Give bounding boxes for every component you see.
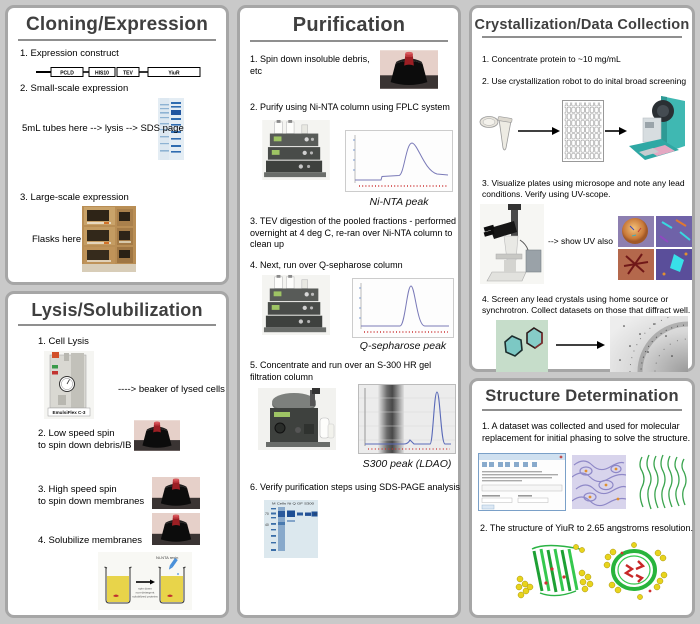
step-screen-crystals: 4. Screen any lead crystals using home source or synchrotron. Collect datasets on those that diffract well. xyxy=(482,294,691,316)
sds-page-gel-image xyxy=(264,500,318,558)
step-visualize: 3. Visualize plates using microsope and note any lead conditions. Verify using UV-scope. xyxy=(482,178,685,200)
rotor-image-purification xyxy=(380,50,438,89)
high-speed-line1: 3. High speed spin xyxy=(38,484,117,495)
gel-lane-labels: M Cells Ni Q GF S300 xyxy=(272,501,315,506)
large-scale-note: Flasks here xyxy=(32,234,82,245)
step-large-scale: 3. Large-scale expression xyxy=(20,192,129,203)
panel-lysis-solubilization xyxy=(5,291,229,618)
title-underline xyxy=(482,409,682,411)
gel-marker-70: 70 xyxy=(265,512,269,516)
fplc-system-image-1 xyxy=(262,120,330,180)
step-spin-debris: 1. Spin down insoluble debris, etc xyxy=(250,54,370,76)
arrow-tube-to-plate xyxy=(518,126,560,136)
ni-nta-chromatogram xyxy=(345,130,453,192)
low-speed-line2: to spin down debris/IB xyxy=(38,439,132,451)
electron-density-image xyxy=(572,455,626,509)
expression-construct-diagram xyxy=(36,64,204,80)
screening-plate-image xyxy=(562,100,604,162)
gel-marker-40: 40 xyxy=(265,523,269,527)
machine-label: EmulsiFlex C-3 xyxy=(52,410,86,415)
low-speed-line1: 2. Low speed spin xyxy=(38,428,115,439)
arrow-crystal-to-diffraction xyxy=(556,340,606,350)
construct-label-yiur: YiuR xyxy=(168,70,180,77)
s300-chromatogram xyxy=(358,384,456,454)
yiur-structure-top-view xyxy=(600,539,668,603)
title-underline xyxy=(250,40,448,42)
s300-caption: S300 peak (LDAO) xyxy=(362,458,452,470)
fplc-system-image-2 xyxy=(262,274,330,336)
panel-crystallization xyxy=(469,5,695,372)
title-underline xyxy=(482,36,682,38)
small-scale-note: 5mL tubes here --> lysis --> SDS page xyxy=(22,123,184,134)
phasing-software-screenshot xyxy=(478,453,566,511)
crystal-drop-images xyxy=(618,216,692,280)
q-sepharose-caption: Q-sepharose peak xyxy=(359,340,447,352)
rotor-image-high-speed xyxy=(152,477,200,509)
fraction-collector-image xyxy=(258,388,336,450)
yiur-structure-side-view xyxy=(510,539,598,603)
emulsiflex-machine-image xyxy=(44,351,94,419)
step-sds-page: 6. Verify purification steps using SDS-PAGE analysis xyxy=(250,482,460,492)
high-speed-line2: to spin down membranes xyxy=(38,495,145,507)
step-solubilize: 4. Solubilize membranes xyxy=(38,535,143,546)
microscope-image xyxy=(480,204,544,284)
diffraction-pattern-image xyxy=(610,316,688,372)
panel-title: Crystallization/Data Collection xyxy=(474,17,690,33)
construct-label-his10: HIS10 xyxy=(95,70,109,77)
step-molecular-replacement: 1. A dataset was collected and used for molecular replacement for initial phasing to solve the structure. xyxy=(482,421,691,443)
beaker-caption-line3: solubilized proteins xyxy=(132,594,158,599)
rotor-image-solubilize xyxy=(152,513,200,545)
panel-title: Lysis/Solubilization xyxy=(31,300,203,320)
ni-nta-caption: Ni-NTA peak xyxy=(369,196,429,208)
panel-structure-determination xyxy=(469,378,695,618)
step-robot-screening: 2. Use crystallization robot to do inital broad screening xyxy=(482,76,687,86)
panel-title: Purification xyxy=(292,14,406,36)
beakers-cartoon-image xyxy=(98,552,192,610)
construct-label-pcld: PCLD xyxy=(60,70,74,77)
step-q-sepharose: 4. Next, run over Q-sepharose column xyxy=(250,260,403,270)
construct-label-tev: TEV xyxy=(123,70,133,77)
step-small-scale: 2. Small-scale expression xyxy=(20,83,129,94)
ni-nta-resin-label: Ni-NTA resin xyxy=(156,555,179,560)
title-underline xyxy=(18,324,216,326)
eppendorf-tube-image xyxy=(478,106,520,156)
incubator-shakers-image xyxy=(82,206,136,272)
uv-note: --> show UV also xyxy=(548,236,613,246)
panel-purification xyxy=(237,5,461,618)
step-s300: 5. Concentrate and run over an S-300 HR gel filtration column xyxy=(250,360,432,382)
panel-title: Cloning/Expression xyxy=(25,14,208,35)
beaker-caption-line2: non-detergent xyxy=(135,590,155,595)
rotor-image-low-speed xyxy=(134,420,180,451)
step-cell-lysis: 1. Cell Lysis xyxy=(38,336,89,347)
beta-barrel-ribbon-image xyxy=(634,453,690,511)
step-tev-digestion: 3. TEV digestion of the pooled fractions - performed overnight at 4 deg C, re-ran over Ni-NTA column to clean up xyxy=(250,216,456,250)
step-ni-nta: 2. Purify using Ni-NTA column using FPLC system xyxy=(250,102,450,112)
step-low-speed-spin xyxy=(38,428,131,452)
step-high-speed-spin xyxy=(38,484,144,508)
panel-title: Structure Determination xyxy=(485,387,679,405)
arrow-plate-to-robot xyxy=(605,126,627,136)
panel-cloning-expression xyxy=(5,5,229,285)
title-underline xyxy=(18,39,216,41)
step-expression-construct: 1. Expression construct xyxy=(20,48,119,59)
q-sepharose-chromatogram xyxy=(352,278,454,338)
beaker-caption-line1: spin down xyxy=(138,586,152,591)
step-concentrate: 1. Concentrate protein to ~10 mg/mL xyxy=(482,54,621,64)
lead-crystals-image xyxy=(496,320,548,372)
crystallization-robot-image xyxy=(627,94,691,166)
step-final-structure: 2. The structure of YiuR to 2.65 angstroms resolution. xyxy=(480,523,693,533)
lysed-cells-note: ----> beaker of lysed cells xyxy=(118,384,225,395)
